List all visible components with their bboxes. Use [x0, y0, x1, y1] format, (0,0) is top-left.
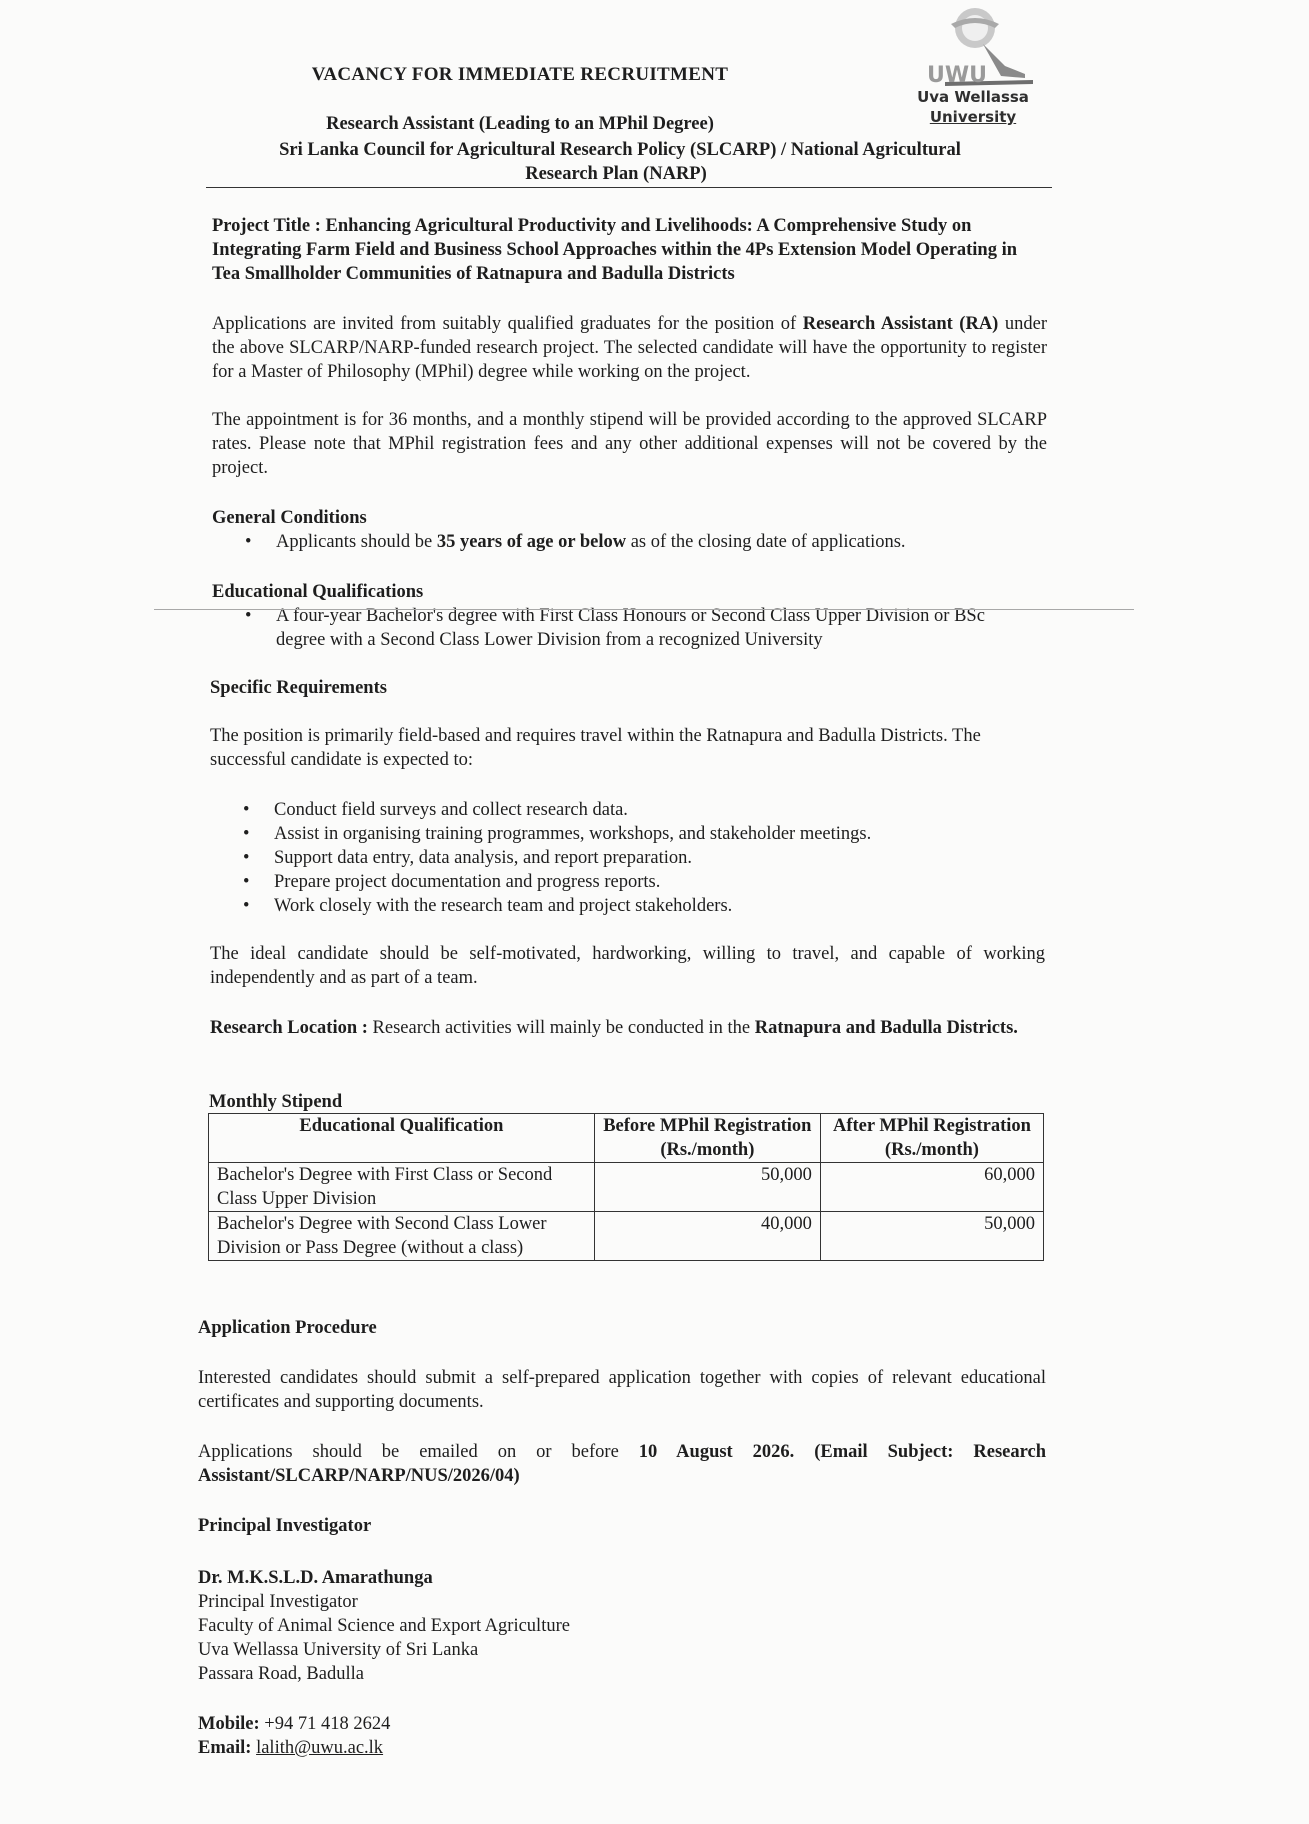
pi-address: Passara Road, Badulla — [198, 1664, 364, 1684]
intro-paragraph-1 — [212, 312, 1047, 384]
general-text-c: as of the closing date of applications. — [626, 532, 906, 552]
research-location-place: Ratnapura and Badulla Districts. — [754, 1018, 1018, 1038]
cell-after: 50,000 — [820, 1212, 1043, 1261]
mobile-number: +94 71 418 2624 — [259, 1714, 391, 1734]
pi-role: Principal Investigator — [198, 1592, 358, 1612]
cell-after: 60,000 — [820, 1163, 1043, 1212]
pi-contact-block — [198, 1566, 898, 1686]
funder-line2: Research Plan (NARP) — [525, 164, 707, 184]
responsibilities-list — [210, 798, 1050, 918]
general-conditions-list — [212, 530, 1052, 554]
page-title: VACANCY FOR IMMEDIATE RECRUITMENT — [311, 64, 729, 85]
funder-line1: Sri Lanka Council for Agricultural Research Policy (SLCARP) / National Agricultural — [279, 140, 961, 160]
deadline-text: Applications should be emailed on or before — [198, 1442, 639, 1462]
project-title-label: Project Title : — [212, 216, 321, 236]
project-title-text: Enhancing Agricultural Productivity and Livelihoods: A Comprehensive Study on Integrating Farm Field and Business School Approaches within the 4Ps Extension Model Operating in Tea Smallholder Communities of Ratnapura and Badulla Districts — [212, 216, 1018, 284]
intro-role: Research Assistant (RA) — [802, 314, 999, 334]
application-deadline-paragraph — [198, 1440, 1046, 1488]
research-location-label: Research Location : — [210, 1018, 368, 1038]
stipend-table — [208, 1113, 1044, 1261]
scan-artifact-line — [154, 609, 1134, 610]
logo-name-line2: University — [929, 108, 1017, 126]
funder-title — [200, 138, 1040, 186]
monthly-stipend-heading: Monthly Stipend — [209, 1092, 343, 1112]
mobile-label: Mobile: — [198, 1714, 260, 1734]
email-label: Email: — [198, 1738, 252, 1758]
educational-qualifications-heading: Educational Qualifications — [212, 582, 424, 602]
specific-requirements-intro: The position is primarily field-based and requires travel within the Ratnapura and Badulla Districts. The successful candidate is expected to: — [210, 726, 981, 770]
list-item: • Work closely with the research team and project stakeholders. — [210, 894, 1050, 918]
intro-text-c: under the above SLCARP/NARP-funded research project. The selected candidate will have the opportunity to register for a Master of Philosophy (MPhil) degree while working on the project. — [212, 314, 1048, 382]
column-header-before: Before MPhil Registration (Rs./month) — [594, 1114, 820, 1163]
list-item — [212, 530, 1052, 554]
cell-before: 50,000 — [594, 1163, 820, 1212]
header-divider — [206, 187, 1052, 188]
list-item: • A four-year Bachelor's degree with First Class Honours or Second Class Upper Division or BSc degree with a Second Class Lower Division from a recognized University — [212, 604, 1032, 652]
svg-text:UWU: UWU — [927, 63, 987, 88]
research-location — [210, 1016, 1030, 1040]
table-row — [209, 1212, 1044, 1261]
cell-before: 40,000 — [594, 1212, 820, 1261]
list-item: • Conduct field surveys and collect research data. — [210, 798, 1050, 822]
project-title — [212, 214, 1032, 286]
general-conditions-heading: General Conditions — [212, 508, 367, 528]
intro-paragraph-2: The appointment is for 36 months, and a monthly stipend will be provided according to the approved SLCARP rates. Please note that MPhil registration fees and any other additional expenses will not be covered by the project. — [212, 410, 1047, 478]
column-header-after: After MPhil Registration (Rs./month) — [820, 1114, 1043, 1163]
list-item: • Support data entry, data analysis, and report preparation. — [210, 846, 1050, 870]
deadline-date-subject: 10 August 2026. (Email Subject: Research Assistant/SLCARP/NARP/NUS/2026/04) — [198, 1442, 1046, 1486]
general-age: 35 years of age or below — [436, 532, 627, 552]
application-procedure-paragraph: Interested candidates should submit a self-prepared application together with copies of relevant educational certificates and supporting documents. — [198, 1368, 1046, 1412]
research-location-text: Research activities will mainly be conducted in the — [367, 1018, 755, 1038]
list-item: • Assist in organising training programmes, workshops, and stakeholder meetings. — [210, 822, 1050, 846]
pi-email — [198, 1736, 898, 1760]
general-text-a: Applicants should be — [276, 532, 437, 552]
pi-name: Dr. M.K.S.L.D. Amarathunga — [198, 1568, 433, 1588]
logo-name-line1: Uva Wellassa — [917, 88, 1029, 106]
pi-university: Uva Wellassa University of Sri Lanka — [198, 1640, 479, 1660]
pi-faculty: Faculty of Animal Science and Export Agriculture — [198, 1616, 570, 1636]
educational-qualifications-list — [212, 604, 1032, 652]
application-procedure-heading: Application Procedure — [198, 1318, 377, 1338]
intro-text-a: Applications are invited from suitably qualified graduates for the position of — [212, 314, 803, 334]
position-title: Research Assistant (Leading to an MPhil Degree) — [326, 114, 714, 134]
ideal-candidate-paragraph: The ideal candidate should be self-motivated, hardworking, willing to travel, and capable of working independently and as part of a team. — [210, 944, 1045, 988]
pi-phone-email — [198, 1712, 898, 1760]
column-header-qualification: Educational Qualification — [209, 1114, 595, 1163]
cell-qualification: Bachelor's Degree with First Class or Second Class Upper Division — [209, 1163, 595, 1212]
pi-mobile — [198, 1712, 898, 1736]
cell-qualification: Bachelor's Degree with Second Class Lower Division or Pass Degree (without a class) — [209, 1212, 595, 1261]
principal-investigator-heading: Principal Investigator — [198, 1516, 372, 1536]
list-item: • Prepare project documentation and progress reports. — [210, 870, 1050, 894]
specific-requirements-heading: Specific Requirements — [210, 678, 387, 698]
email-link[interactable]: lalith@uwu.ac.lk — [256, 1738, 384, 1758]
table-header-row — [209, 1114, 1044, 1163]
table-row — [209, 1163, 1044, 1212]
